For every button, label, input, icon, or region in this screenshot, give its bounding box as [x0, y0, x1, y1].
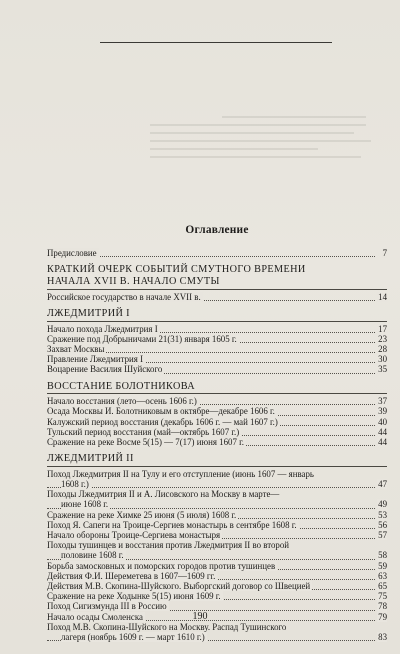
toc-entry-page-number: 79: [378, 611, 387, 622]
toc-entry-page-number: 65: [378, 581, 387, 592]
toc-entry-page-number: 35: [378, 364, 387, 375]
toc-entry-page-number: 39: [378, 406, 387, 417]
toc-entry[interactable]: [47, 581, 387, 591]
toc-entry-title: Борьба замосковных и поморских городов против тушинцев: [47, 560, 276, 571]
toc-entry[interactable]: [47, 622, 387, 642]
toc-entry-page-number: 17: [378, 323, 387, 334]
toc-entry[interactable]: [47, 292, 387, 302]
section-heading-line: КРАТКИЙ ОЧЕРК СОБЫТИЙ СМУТНОГО ВРЕМЕНИ: [47, 264, 306, 276]
toc-entry[interactable]: [47, 469, 387, 489]
toc-entry-page-number: 63: [378, 570, 387, 581]
toc-entry-title: Походы тушинцев и восстания против Лжедмитрия II во второй: [47, 540, 290, 551]
toc-entry-page-number: 37: [378, 396, 387, 407]
toc-entry-title: Сражение на реке Химке 25 июня (5 июля) 1608 г.: [47, 509, 237, 520]
toc-entry-title: Осада Москвы И. Болотниковым в октябре—декабре 1606 г.: [47, 406, 275, 417]
toc-entry[interactable]: [47, 354, 387, 364]
toc-entry-page-number: 14: [378, 291, 387, 302]
toc-entry-page-number: 58: [378, 550, 387, 561]
toc-entry-title-continued: лагеря (ноябрь 1609 г. — март 1610 г.): [61, 632, 205, 643]
toc-entry[interactable]: [47, 334, 387, 344]
section-heading-line: ЛЖЕДМИТРИЙ I: [47, 308, 130, 319]
toc-entry-title: Российское государство в начале XVII в.: [47, 291, 201, 302]
toc-entry-title: Начало восстания (лето—осень 1606 г.): [47, 396, 197, 407]
toc-entry-page-number: 40: [378, 416, 387, 427]
toc-entry-title: Воцарение Василия Шуйского: [47, 364, 163, 375]
toc-entry[interactable]: [47, 540, 387, 560]
toc-entry[interactable]: [47, 324, 387, 334]
top-rule: [100, 42, 332, 43]
toc-entry-title-continued: половине 1608 г.: [61, 550, 124, 561]
toc-entry-page-number: 44: [378, 437, 387, 448]
toc-entry[interactable]: [47, 406, 387, 416]
toc-entry[interactable]: [47, 248, 387, 258]
toc-entry-page-number: 30: [378, 354, 387, 365]
toc-entry[interactable]: [47, 344, 387, 354]
page-number: 190: [192, 611, 208, 622]
toc-entry-title: Начало осады Смоленска: [47, 611, 143, 622]
toc-entry-page-number: 56: [378, 519, 387, 530]
toc-entry-title: Начало похода Лжедмитрия I: [47, 323, 158, 334]
section-heading-line: ЛЖЕДМИТРИЙ II: [47, 453, 134, 465]
toc-entry-title: Начало обороны Троице-Сергиева монастыря: [47, 530, 221, 541]
toc-entry-title: Поход Я. Сапеги на Троице-Сергиев монастырь в сентябре 1608 г.: [47, 519, 297, 530]
toc-entry-title: Походы Лжедмитрия II и А. Лисовского на Москву в марте—: [47, 489, 280, 500]
toc-entry[interactable]: [47, 417, 387, 427]
toc-entry[interactable]: [47, 437, 387, 447]
toc-entry-title: Действия М.В. Скопина-Шуйского. Выборгский договор со Швецией: [47, 581, 311, 592]
toc-entry-title: Предисловие: [47, 248, 97, 258]
toc-entry-title: Поход Лжедмитрия II на Тулу и его отступление (июнь 1607 — январь: [47, 468, 314, 479]
toc-entry[interactable]: [47, 591, 387, 601]
toc-entry-page-number: 57: [378, 530, 387, 541]
toc-entry[interactable]: [47, 510, 387, 520]
toc-entry-page-number: 78: [378, 601, 387, 612]
toc-entry-page-number: 7: [382, 248, 387, 258]
toc-entry-page-number: 44: [378, 426, 387, 437]
toc-entry-title: Поход М.В. Скопина-Шуйского на Москву. Распад Тушинского: [47, 621, 287, 632]
toc-entry-page-number: 49: [378, 499, 387, 510]
toc-entry[interactable]: [47, 571, 387, 581]
toc-section-heading: [47, 453, 387, 467]
toc-entry-page-number: 23: [378, 333, 387, 344]
toc-entry-title: Правление Лжедмитрия I: [47, 354, 144, 365]
toc-entry-title: Сражение на реке Восме 5(15) — 7(17) июня 1607 г.: [47, 437, 244, 448]
toc-entry[interactable]: [47, 364, 387, 374]
toc-entry-title-continued: 1608 г.): [61, 479, 89, 490]
toc-entry-title: Захват Москвы: [47, 344, 105, 354]
toc-entry-page-number: 83: [378, 632, 387, 643]
toc-entry[interactable]: [47, 530, 387, 540]
dot-leader: [47, 487, 375, 488]
toc-entry-title: Действия Ф.И. Шереметева в 1607—1609 гг.: [47, 570, 216, 581]
toc-entry-title: Калужский период восстания (декабрь 1606 г. — май 1607 г.): [47, 416, 278, 427]
toc-entry-title: Поход Сигизмунда III в Россию: [47, 601, 167, 612]
toc-entry-title: Сражение на реке Ходынке 5(15) июня 1609 г.: [47, 591, 221, 602]
toc-entry-title: Сражение под Добрыничами 21(31) января 1605 г.: [47, 333, 237, 344]
toc-entry[interactable]: [47, 561, 387, 571]
toc-section-heading: [47, 308, 387, 322]
bleed-through-text: [150, 110, 390, 205]
toc-entry[interactable]: [47, 489, 387, 509]
toc-body: [47, 248, 387, 642]
section-heading-line: ВОССТАНИЕ БОЛОТНИКОВА: [47, 380, 196, 392]
toc-entry[interactable]: [47, 427, 387, 437]
toc-entry[interactable]: [47, 520, 387, 530]
table-of-contents: [47, 224, 387, 642]
toc-entry-title: Тульский период восстания (май—октябрь 1607 г.): [47, 426, 240, 437]
toc-entry-page-number: 59: [378, 560, 387, 571]
toc-section-heading: [47, 381, 387, 395]
toc-section-heading: [47, 264, 387, 290]
toc-entry-page-number: 75: [378, 591, 387, 602]
toc-entry-page-number: 47: [378, 479, 387, 490]
toc-title: Оглавление: [185, 224, 249, 236]
section-heading-line: НАЧАЛА XVII В. НАЧАЛО СМУТЫ: [47, 276, 220, 287]
toc-entry-title-continued: июне 1608 г.: [61, 499, 109, 510]
toc-entry[interactable]: [47, 396, 387, 406]
toc-entry-page-number: 28: [378, 344, 387, 354]
toc-entry-page-number: 53: [378, 509, 387, 520]
